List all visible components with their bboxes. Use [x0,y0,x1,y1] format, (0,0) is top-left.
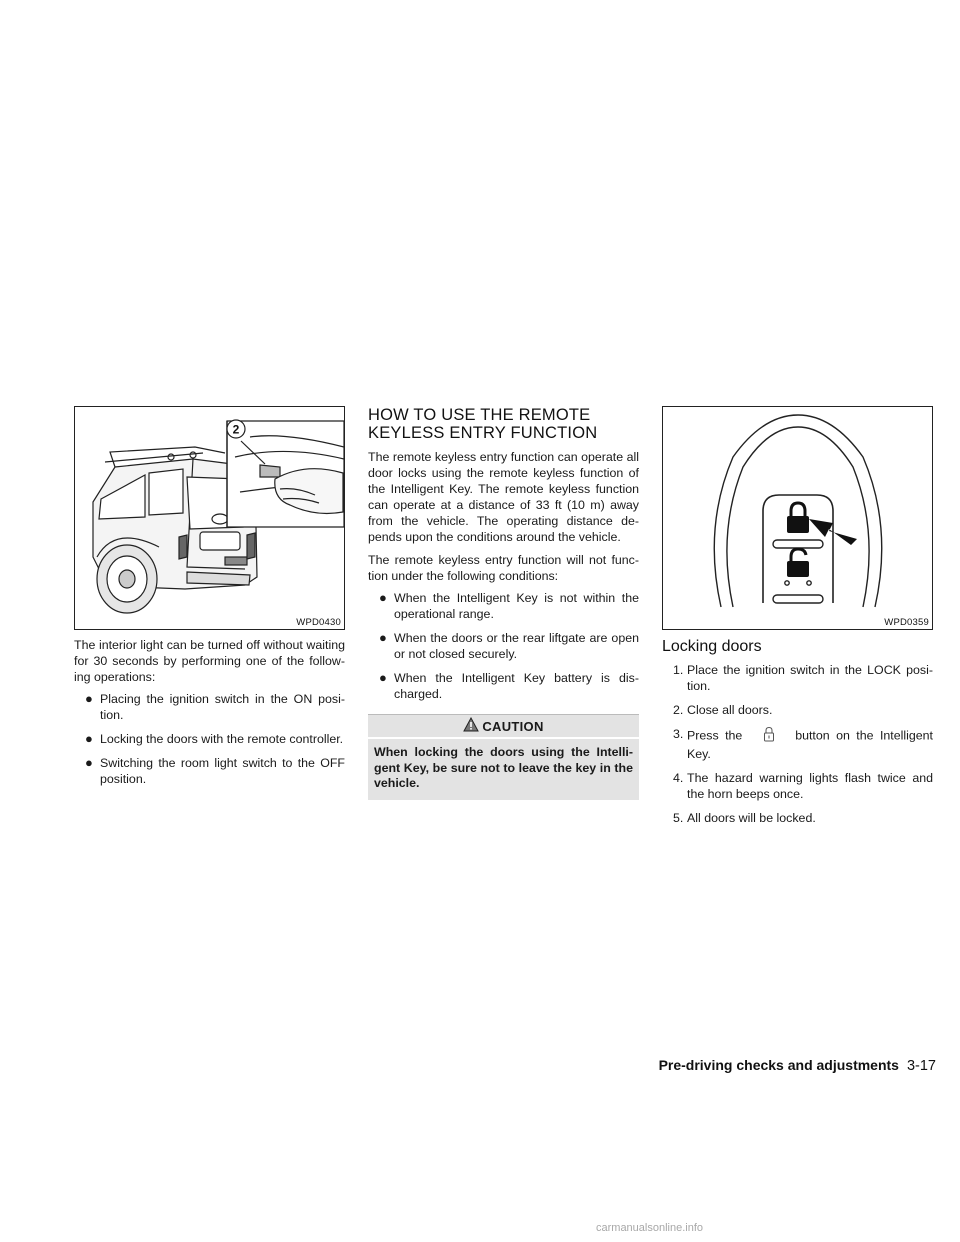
list-item: 3. Press the button on the Intelligent Key. [673,727,933,761]
open-padlock-icon [787,549,809,577]
section-name: Pre-driving checks and adjustments [658,1057,899,1073]
warning-triangle-icon [463,717,479,735]
list-item: 5. All doors will be locked. [673,811,816,825]
list-item: ● When the Intelligent Key battery is dis- charged. [379,670,639,701]
list-item: ● Placing the ignition switch in the ON posi- tion. [85,691,345,722]
caution-text: When locking the doors using the Intelli- gent Key, be sure not to leave the key in the vehicle. [374,745,633,790]
remote-keyless-description: The remote keyless entry function can operate all door locks using the remote keyless function of the Intelligent Key. The remote keyless function can operate at a distance of 33 ft (10 m) away from the vehicle. The operating distance de- pends upon the conditions around the vehicle. [368,450,639,544]
page-number: 3-17 [906,1058,936,1074]
watermark: carmanualsonline.info [596,1222,704,1234]
bullet-icon: ● [85,691,93,706]
caution-title: CAUTION [482,718,544,734]
callout-number: 2 [232,422,240,437]
list-item: ● When the Intelligent Key is not within the operational range. [379,590,639,621]
intelligent-key-drawing [663,407,932,629]
bullet-icon: ● [379,590,387,605]
page-footer [620,1057,936,1074]
bullet-icon: ● [85,731,93,746]
vehicle-rear-illustration [74,406,345,630]
figure-code: WPD0430 [296,617,341,628]
limitation-conditions [368,590,639,702]
bullet-icon: ● [379,630,387,645]
section-heading: HOW TO USE THE REMOTE KEYLESS ENTRY FUNCTION [368,406,598,442]
list-item: 4. The hazard warning lights flash twice and the horn beeps once. [673,771,933,801]
suv-liftgate-drawing [75,407,344,629]
middle-column [368,406,639,800]
interior-light-intro: The interior light can be turned off without waiting for 30 seconds by performing one of the follow- ing operations: [74,638,345,684]
intelligent-key-illustration [662,406,933,630]
interior-light-options [74,691,345,787]
bullet-icon: ● [379,670,387,685]
locking-doors-heading: Locking doors [662,638,762,655]
list-item: ● Switching the room light switch to the OFF position. [85,755,345,786]
list-item: 2. Close all doors. [673,703,773,717]
list-item: ● When the doors or the rear liftgate are open or not closed securely. [379,630,639,661]
lock-button-icon [749,726,789,746]
bullet-icon: ● [85,755,93,770]
locking-steps [662,662,933,826]
right-column [662,406,933,834]
list-item: ● Locking the doors with the remote controller. [85,731,344,746]
padlock-icon [787,503,809,533]
figure-code: WPD0359 [884,617,929,628]
left-column [74,406,345,795]
remote-keyless-limitations: The remote keyless entry function will not func- tion under the following conditions: [368,553,639,583]
caution-box [368,714,639,800]
caution-header [368,715,639,739]
list-item: 1. Place the ignition switch in the LOCK posi- tion. [673,663,933,693]
